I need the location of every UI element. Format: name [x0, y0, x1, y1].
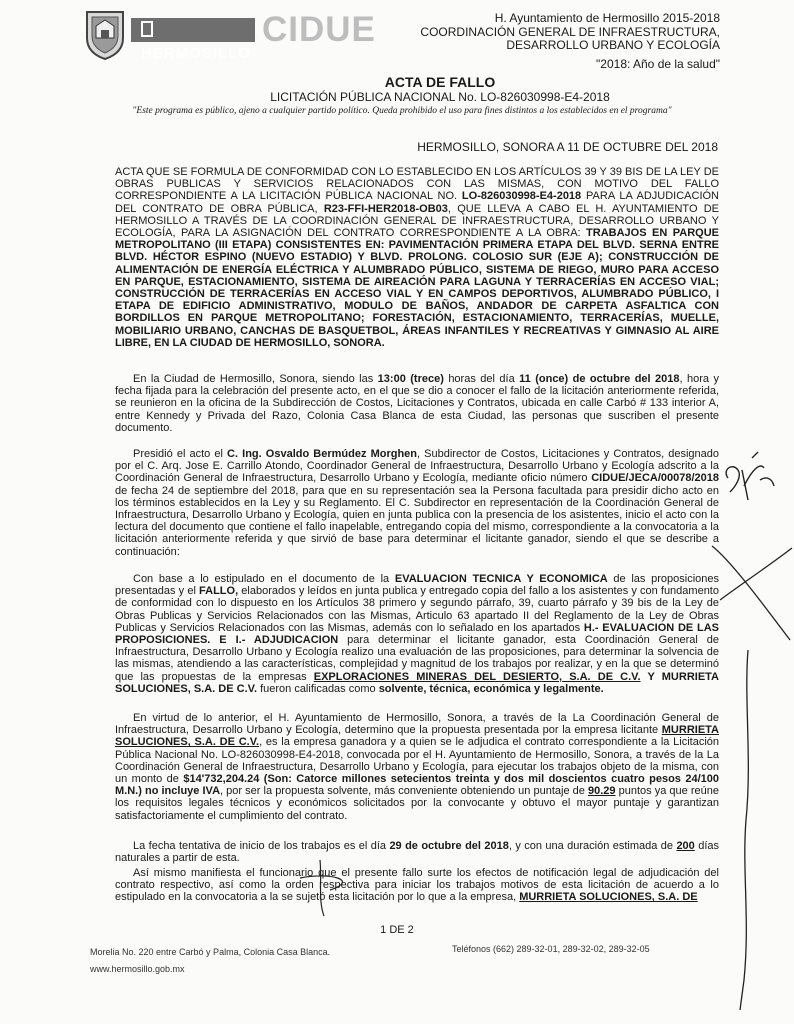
score: 90.29 — [587, 785, 616, 798]
p2-text: En la Ciudad de Hermosillo, Sonora, siendo las — [133, 373, 378, 385]
start-date: 29 de octubre del 2018 — [389, 840, 509, 852]
p4-text: de las proposiciones presentadas y el — [115, 573, 719, 598]
page-number: 1 DE 2 — [380, 924, 414, 936]
evaluation-label: EVALUACION TECNICA Y ECONOMICA — [394, 573, 608, 585]
p7-text: Así mismo manifiesta el funcionario que el presente fallo surte los efectos de notificación legal de adjudicación del contrato respectivo, así como la orden respectiva para iniciar los trabajos motivos de esta licitación de acuerdo a lo estipulado en la convocatoria a la se sujetó esta licitación por lo que a la empresa, — [115, 867, 719, 904]
fallo-label: FALLO, — [199, 585, 239, 598]
p5-text: En virtud de lo anterior, el H. Ayuntamiento de Hermosillo, Sonora, a través de la La Coordinación General de Infraestructura, Desarrollo Urbano y Ecología, determino que la propuesta presentada por la empresa licitante — [115, 712, 719, 737]
qualification: solvente, técnica, económica y legalmente. — [378, 682, 604, 695]
p5-text: , por ser la propuesta solvente, más conveniente obteniendo un puntaje de — [220, 785, 588, 798]
year-motto: "2018: Año de la salud" — [596, 56, 720, 71]
meeting-date: 11 (once) de octubre del 2018 — [519, 373, 680, 385]
p3-text: , Subdirector de Costos, Licitaciones y Contratos, designado por el C. Arq. Jose E. Carrillo Atondo, Coordinador General de Infraestructura, Desarrollo Urbano y Ecología adscrito a la Coordinación General de Infraestructura, Desarrollo Urbano y Ecología, mediante oficio número — [115, 448, 720, 485]
paragraph-meeting — [115, 373, 719, 434]
p1-text: PARA LA ADJUDICACIÓN DEL CONTRATO DE OBRA PÚBLICA, — [115, 190, 719, 215]
footer-website: www.hermosillo.gob.mx — [90, 964, 185, 974]
p3-text: de fecha 24 de septiembre del 2018, para que en su representación sea la Persona facultada para presidir dicho acto en los términos establecidos en la Ley y su Reglamento. El C. Subdirector en representación de la Coordinación General de Infraestructura, Desarrollo Urbano y Ecología, quien en junta publica con la presencia de los asistentes, inicio el acto con la lectura del documento que contiene el fallo inapelable, entregando copia del mismo, correspondiente a la convocatoria a la licitación anteriormente referida y que sirvió de base para determinar el licitante ganador, siendo el que se describe a continuación: — [115, 484, 719, 558]
footer-address: Morelia No. 220 entre Carbó y Palma, Colonia Casa Blanca. — [90, 947, 331, 957]
paragraph-intro — [115, 166, 719, 349]
company-exploraciones: EXPLORACIONES MINERAS DEL DESIERTO, S.A. DE C.V. — [313, 670, 641, 683]
logo-mark-icon — [141, 21, 153, 37]
signature-initials-icon — [726, 452, 774, 500]
company-murrieta: MURRIETA SOLUCIONES, S.A. DE C.V. — [115, 670, 719, 695]
institution-line-2: COORDINACIÓN GENERAL DE INFRAESTRUCTURA, — [420, 24, 720, 39]
p1-text: , QUE LLEVA A CABO EL H. AYUNTAMIENTO DE HERMOSILLO A TRAVÉS DE LA COORDINACIÓN GENERAL DE INFRAESTRUCTURA, DESARROLLO URBANO Y ECOLOGÍA, PARA LA ASIGNACIÓN DEL CONTRATO CORRESPONDIENTE A LA OBRA: — [115, 202, 720, 240]
p3-text: Presidió el acto el — [133, 448, 228, 460]
signature-stroke-icon — [740, 650, 748, 1010]
institution-line-3: DESARROLLO URBANO Y ECOLOGÍA — [506, 38, 720, 52]
paragraph-start-date — [115, 840, 719, 864]
p4-text: elaborados y leídos en junta publica y entregado copia del fallo a los asistentes y con fundamento de conformidad con lo dispuesto en los Artículos 38 primero y segundo párrafo, 39, cuarto párrafo y 39 bis de la Ley de Obras Publicas y Servicios Relacionados con las Mismas, Articulo 63 apartado II del Reglamento de la Ley de Obras Publicas y Servicios Relacionados con las Mismas, además con lo señalado en los apartados — [115, 585, 719, 634]
winning-company: MURRIETA SOLUCIONES, S.A. DE C.V. — [115, 724, 719, 749]
logo-text: HERMOSILLO — [141, 45, 251, 62]
institution-line-1: H. Ayuntamiento de Hermosillo 2015-2018 — [494, 11, 720, 25]
p6-text: La fecha tentativa de inicio de los trabajos es el día — [133, 840, 390, 852]
company-murrieta-continued: MURRIETA SOLUCIONES, S.A. DE — [519, 891, 698, 904]
p5-text: puntos ya que reúne los requisitos legales técnicos y económicos solicitados por la convocante y obtuvo el mayor puntaje y garantizan satisfactoriamente el cumplimiento del contrato. — [115, 785, 720, 822]
p4-text: fueron calificadas como — [257, 682, 379, 695]
p1-text: ACTA QUE SE FORMULA DE CONFORMIDAD CON LO ESTABLECIDO EN LOS ARTÍCULOS 39 Y 39 BIS DE LA LEY DE OBRAS PUBLICAS Y SERVICIOS RELACIONADOS CON LAS MISMAS, CON MOTIVO DEL FALLO CORRESPONDIENTE A LA LICITACIÓN PÚBLICA NACIONAL NO. — [115, 166, 719, 203]
p6-text: días naturales a partir de esta. — [115, 840, 719, 865]
footer-address-block — [90, 944, 330, 978]
paragraph-evaluation — [115, 573, 719, 695]
sections-label: H.- EVALUACION DE LAS PROPOSICIONES. E I.- ADJUDICACION — [115, 621, 719, 647]
license-number: LO-826030998-E4-2018 — [461, 190, 582, 203]
paragraph-notification — [115, 867, 719, 904]
document-subtitle: LICITACIÓN PÚBLICA NACIONAL No. LO-826030998-E4-2018 — [270, 90, 610, 104]
footer-phones: Teléfonos (662) 289-32-01, 289-32-02, 289-32-05 — [452, 944, 650, 954]
p4-text: para determinar el licitante ganador, esta Coordinación General de Infraestructura, Desarrollo Urbano y Ecología realizo una evaluación de las proposiciones, para determinar la solvencia de las mismas, atendiendo a las características, complejidad y magnitud de los trabajos por realizar, y en la que se determinó que las propuestas de la empresas — [115, 634, 719, 683]
hermosillo-logo — [131, 18, 255, 62]
program-disclaimer: "Este programa es público, ajeno a cualquier partido político. Queda prohibido el uso para fines distintos a los establecidos en el programa" — [132, 106, 672, 116]
contract-number: R23-FFI-HER2018-OB03 — [323, 202, 448, 215]
p4-text: Y — [640, 670, 662, 683]
p2-text: , hora y fecha fijada para la celebración del presente acto, en el que se dio a conocer el fallo de la licitación anteriormente referida, se reunieron en la oficina de la Subdirección de Costos, Licitaciones y Contratos, ubicada en calle Carbó # 133 interior A, entre Kennedy y Privada del Razo, Colonia Casa Blanca de esta Ciudad, las personas que suscriben el presente documento. — [115, 373, 719, 434]
presiding-official: C. Ing. Osvaldo Bermúdez Morghen — [227, 448, 418, 460]
work-description: TRABAJOS EN PARQUE METROPOLITANO (III ETAPA) CONSISTENTES EN: PAVIMENTACIÓN PRIMERA ETAPA DEL BLVD. SERNA ENTRE BLVD. HÉCTOR ESPINO (NUEVO ESTADIO) Y BLVD. PROLONG. COLOSIO SUR (EJE A); CONSTRUCCIÓN DE ALIMENTACIÓN DE ENERGÍA ELÉCTRICA Y ALUMBRADO PÚBLICO, SISTEMA DE RIEGO, MURO PARA ACCESO EN PARQUE, ESTACIONAMIENTO, SISTEMA DE AIREACIÓN PARA LAGUNA Y TERRACERÍAS EN ACCESO VIAL; CONSTRUCCIÓN DE TERRACERÍAS EN ACCESO VIAL Y EN CAMPOS DEPORTIVOS, ALUMBRADO PÚBLICO, I ETAPA DE EDIFICIO ADMINISTRATIVO, MODULO DE BAÑOS, ANDADOR DE CARPETA ASFALTICA CON BORDILLOS EN PARQUE METROPOLITANO; FORESTACIÓN, ESTACIONAMIENTO, TERRACERÍAS, MUELLE, MOBILIARIO URBANO, CANCHAS DE BASQUETBOL, ÁREAS INFANTILES Y RECREATIVAS Y GIMNASIO AL AIRE LIBRE, EN LA CIUDAD DE HERMOSILLO, SONORA. — [115, 227, 719, 349]
institution-block — [420, 12, 720, 71]
meeting-time: 13:00 (trece) — [377, 373, 444, 385]
p6-text: , y con una duración estimada de — [508, 840, 677, 852]
p5-text: , es la empresa ganadora y a quien se le adjudica el contrato correspondiente a la Licitación Pública Nacional No. LO-826030998-E4-2018, convocada por el H. Ayuntamiento de Hermosillo, Sonora, a través de la La Coordinación General de Infraestructura, Desarrollo Urbano y Ecología, para ejecutar los trabajos objeto de la misma, con un monto de — [115, 736, 719, 786]
p4-text: Con base a lo estipulado en el documento de la — [133, 573, 395, 585]
contract-amount: $14'732,204.24 (Son: Catorce millones setecientos treinta y dos mil doscientos cuatro pesos 24/100 M.N.) no incluye IVA — [115, 773, 719, 798]
oficio-number: CIDUE/JECA/00078/2018 — [591, 472, 719, 485]
signature-cross-icon — [712, 546, 792, 640]
duration-days: 200 — [676, 840, 695, 852]
p2-text: horas del día — [443, 373, 520, 385]
document-title: ACTA DE FALLO — [384, 74, 496, 90]
municipal-crest-icon — [84, 8, 126, 60]
paragraph-award — [115, 712, 719, 822]
dateline: HERMOSILLO, SONORA A 11 DE OCTUBRE DEL 2018 — [417, 140, 718, 154]
cidue-logo: CIDUE — [262, 10, 376, 49]
paragraph-presided — [115, 448, 719, 558]
